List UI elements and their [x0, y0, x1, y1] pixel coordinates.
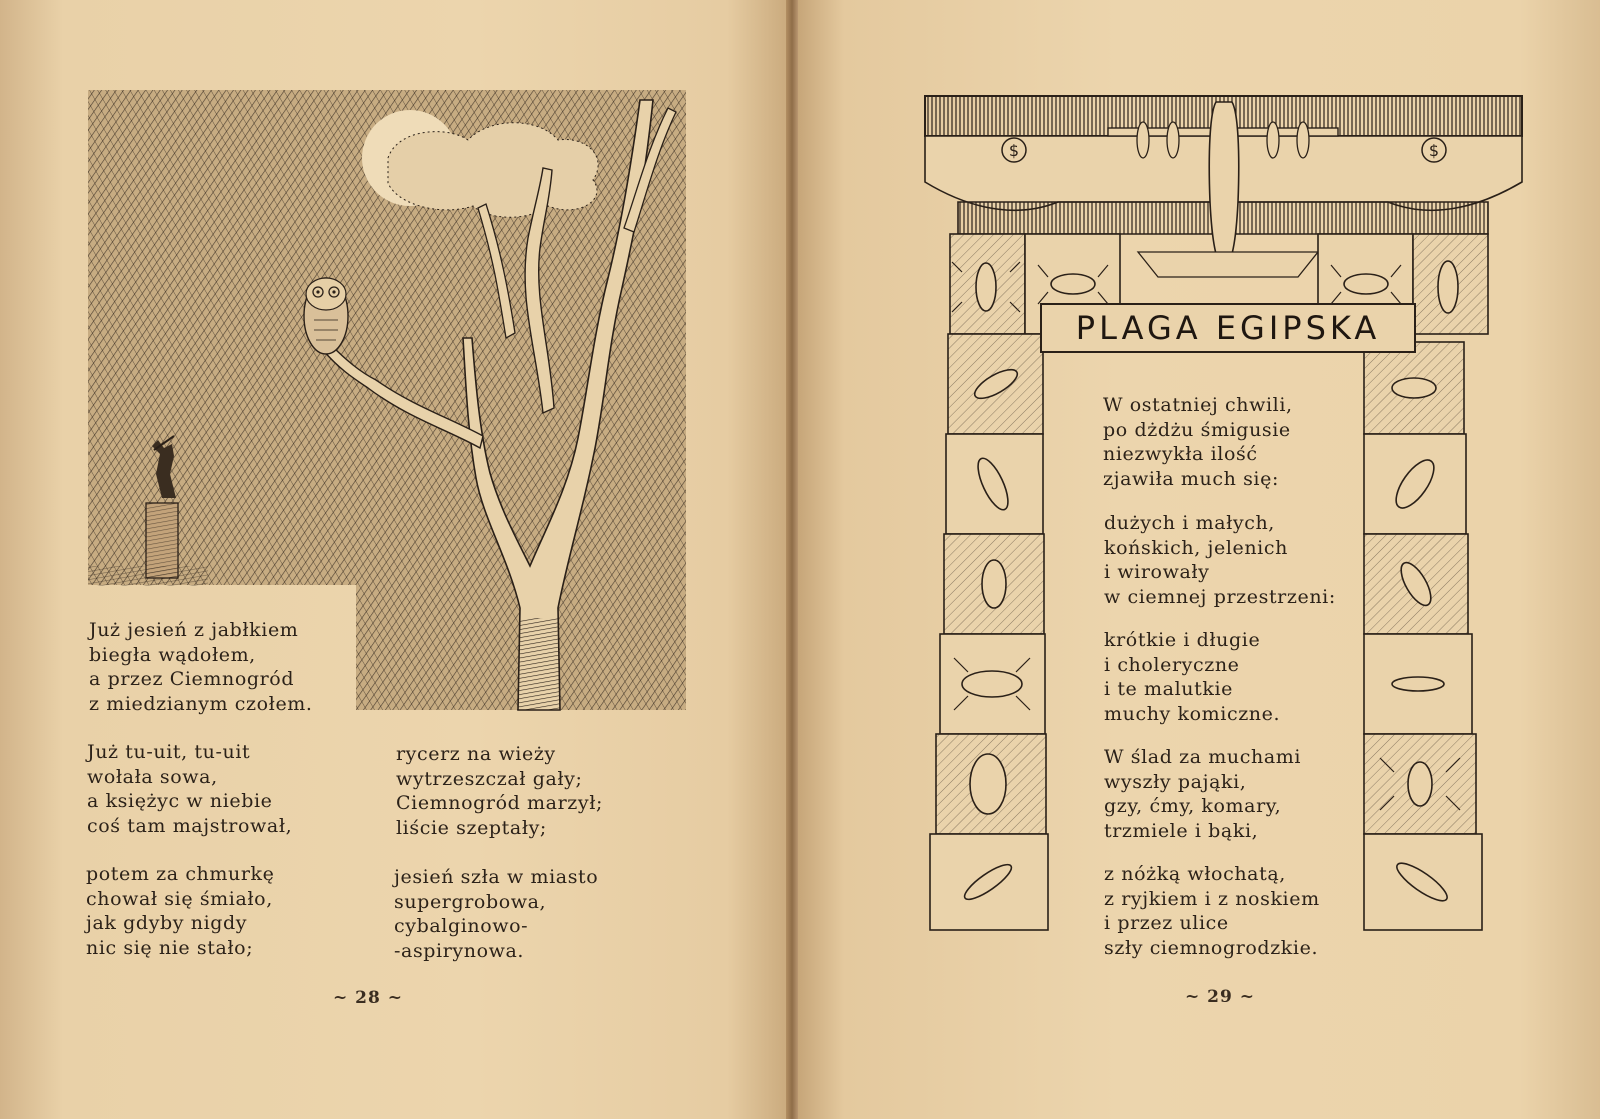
right-stanza-4: W ślad za muchami wyszły pająki, gzy, ćmy, komary, trzmiele i bąki, [1104, 746, 1302, 842]
left-stanza-4: rycerz na wieży wytrzeszczał gały; Ciemnogród marzył; liście szeptały; [396, 743, 603, 839]
poem-title: PLAGA EGIPSKA [1075, 309, 1381, 347]
left-stanza-1: Już jesień z jabłkiem biegła wądołem, a przez Ciemnogród z miedzianym czołem. [89, 619, 313, 715]
left-stanza-3: potem za chmurkę chował się śmiało, jak gdyby nigdy nic się nie stało; [86, 863, 275, 959]
left-stanza-5: jesień szła w miasto supergrobowa, cybalginowo- -aspirynowa. [394, 866, 599, 962]
right-stanza-1: W ostatniej chwili, po dżdżu śmigusie niezwykła ilość zjawiła much się: [1103, 394, 1293, 490]
page-number-left: ~ 28 ~ [333, 988, 403, 1008]
dollar-emblem-left: $ [1008, 141, 1020, 160]
book-gutter [786, 0, 798, 1119]
right-stanza-5: z nóżką włochatą, z ryjkiem i z noskiem i przez ulice szły ciemnogrodzkie. [1104, 863, 1320, 959]
left-stanza-2: Już tu-uit, tu-uit wołała sowa, a księżyc w niebie coś tam majstrował, [87, 741, 293, 837]
poem-title-plate [1040, 303, 1416, 353]
right-stanza-3: krótkie i długie i choleryczne i te malutkie muchy komiczne. [1104, 629, 1281, 725]
dollar-emblem-right: $ [1428, 141, 1440, 160]
right-stanza-2: dużych i małych, końskich, jelenich i wirowały w ciemnej przestrzeni: [1104, 512, 1336, 608]
page-number-right: ~ 29 ~ [1185, 987, 1255, 1007]
